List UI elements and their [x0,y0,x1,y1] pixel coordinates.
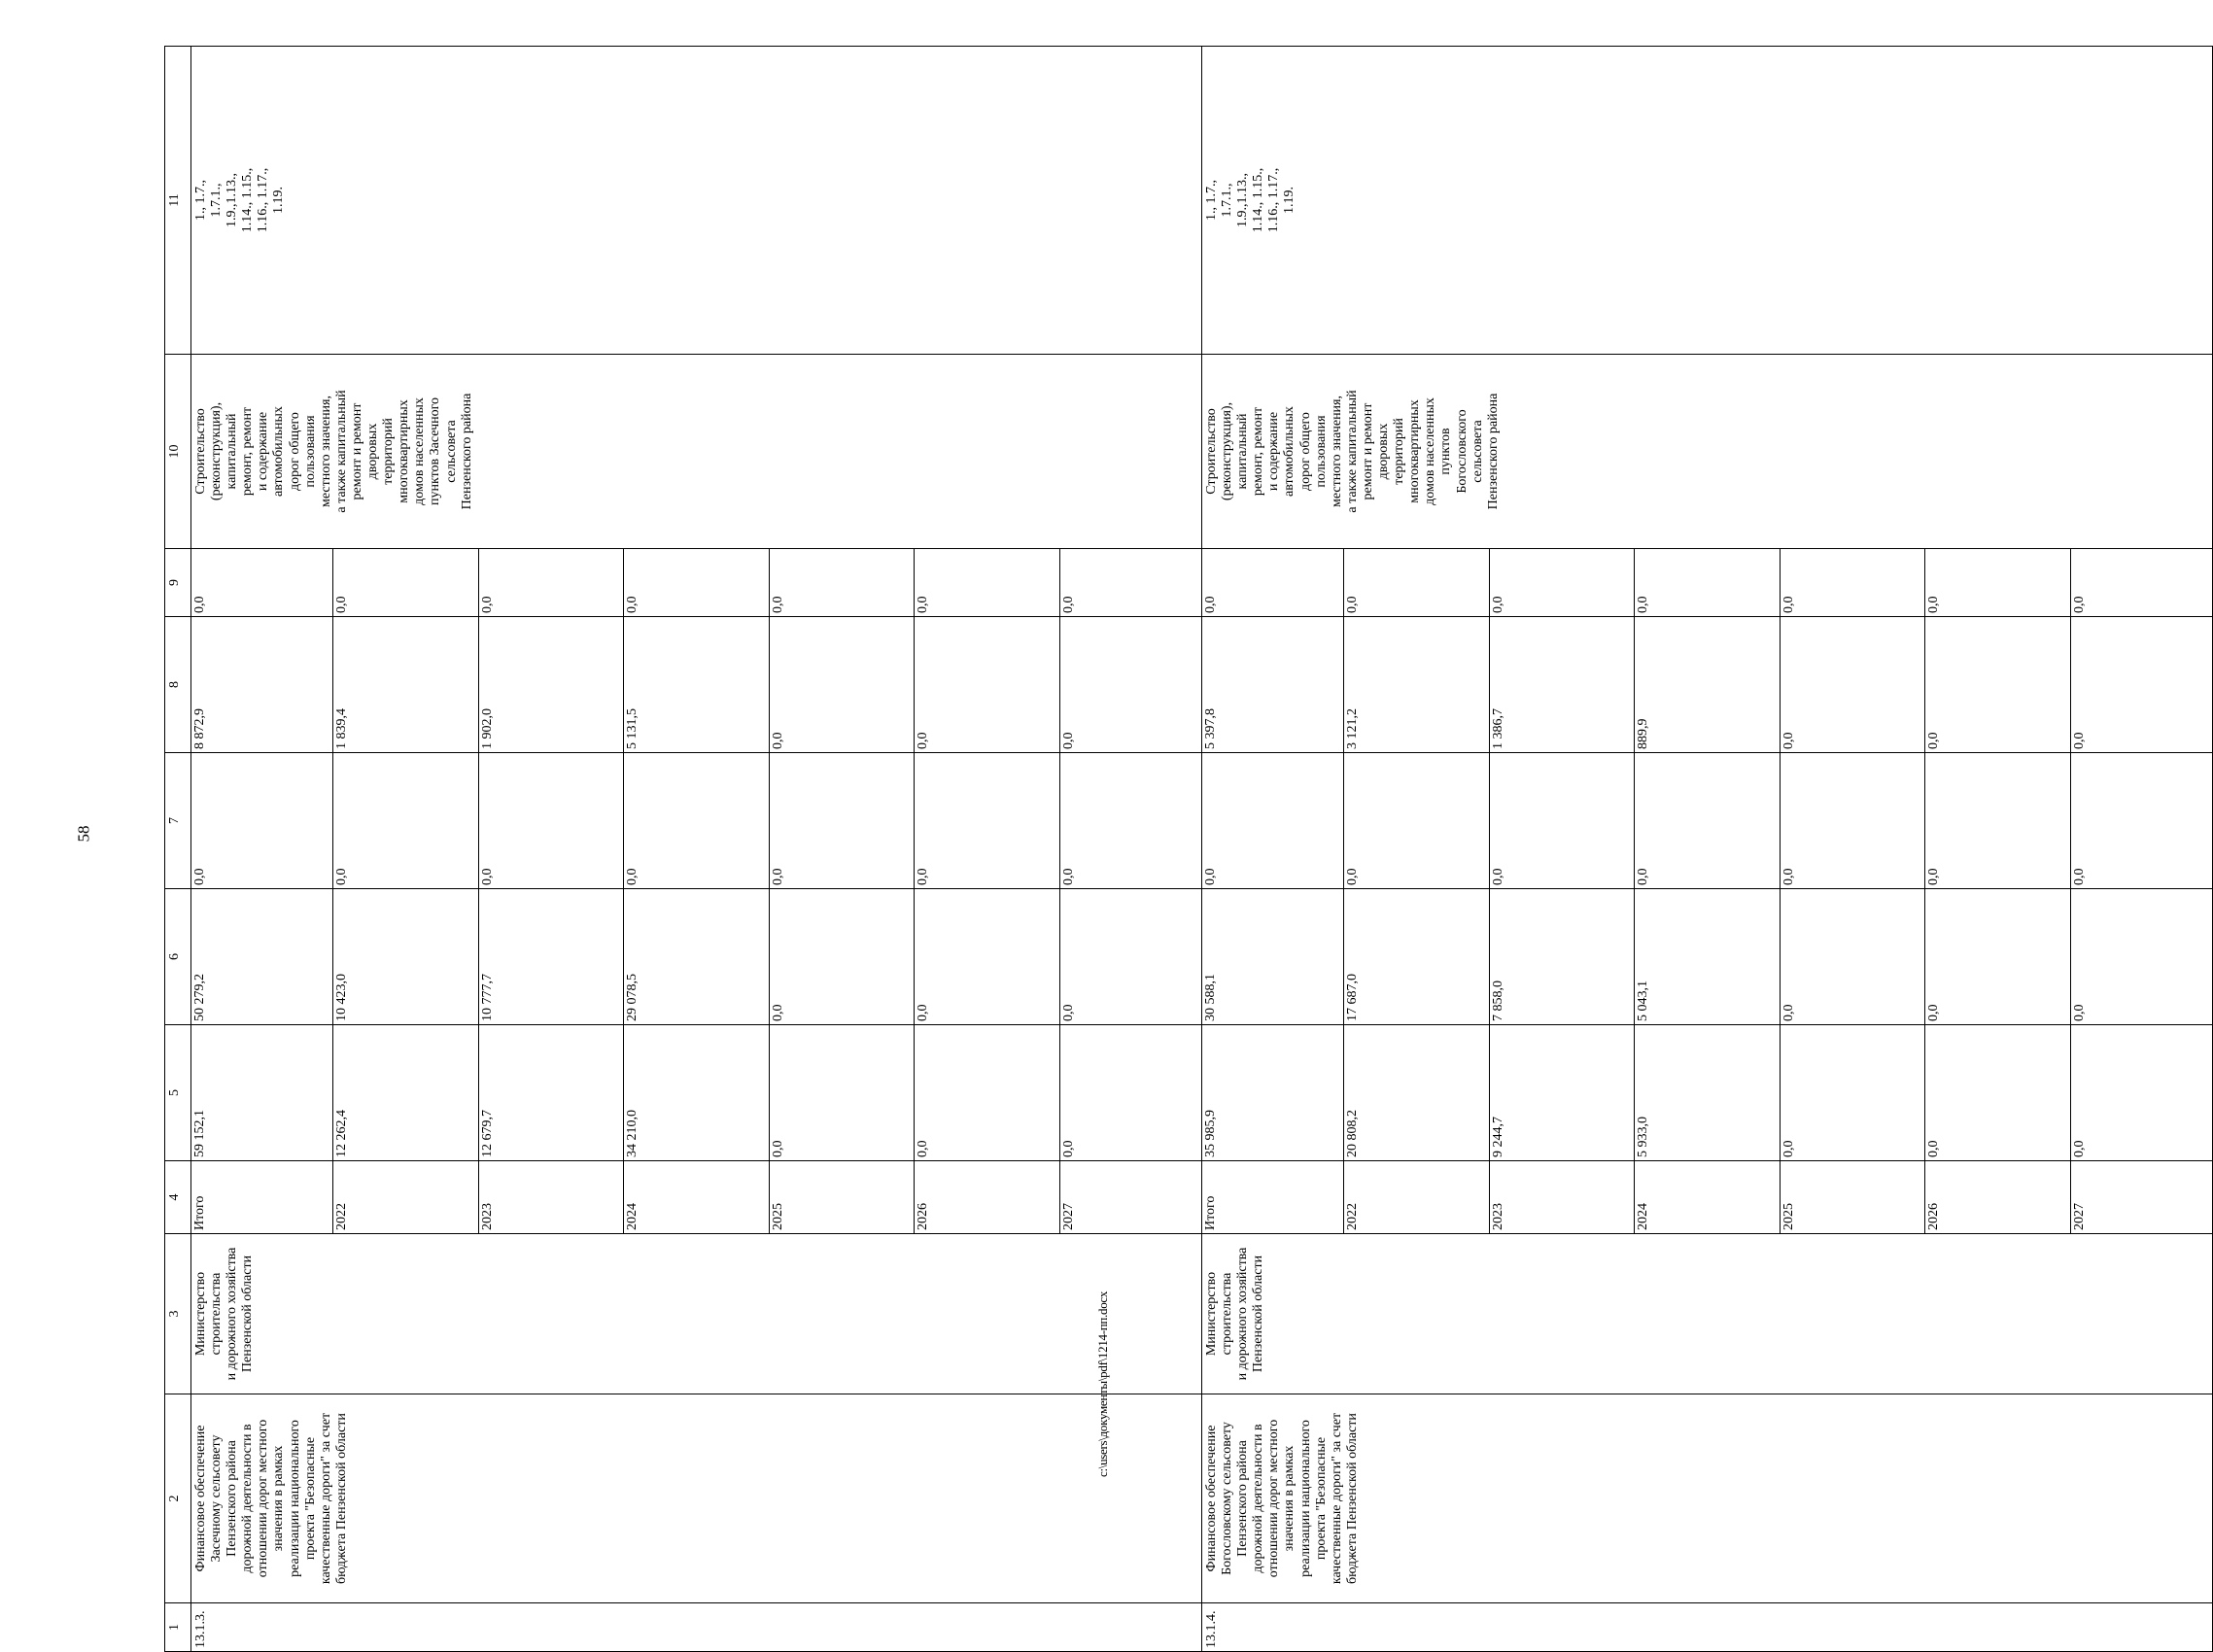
row-number: 13.1.3. [191,1603,1202,1652]
col8-list-value: 0,0 [1780,617,1924,752]
col5-list [191,1025,1202,1161]
col5-list-value: 0,0 [1780,1025,1924,1160]
col6-list-value: 17 687,0 [1344,889,1489,1024]
col6-list-value: 10 423,0 [333,889,478,1024]
col6-list-value: 10 777,7 [478,889,623,1024]
col8-list-value: 0,0 [1925,617,2070,752]
col5-list-value: 35 985,9 [1202,1025,1344,1160]
purpose-text: Строительство (реконструкция), капитальный ремонт, ремонт и содержание автомобильных дорог общего пользования местного значения, а также капитальный ремонт и ремонт дворовых территорий многоквартирных домов населенных пунктов Богословского сельсовета Пензенского района [1202,355,2213,549]
col8-list-value: 5 131,5 [624,617,769,752]
column-header-10: 10 [165,355,191,549]
years-list-value: 2026 [1925,1161,2070,1233]
col6-list-value: 30 588,1 [1202,889,1344,1024]
col8-list-value: 1 839,4 [333,617,478,752]
col8-list [191,617,1202,753]
col9-list-value: 0,0 [624,549,769,616]
col7-list-value: 0,0 [333,753,478,888]
years-list-value: Итого [191,1161,333,1233]
col5-list-value: 0,0 [1060,1140,1076,1157]
years-list-value: 2023 [1489,1161,1634,1233]
column-header-8: 8 [165,617,191,753]
column-header-7: 7 [165,753,191,889]
col9-list-value: 0,0 [191,549,333,616]
col6-list-value: 7 858,0 [1489,889,1634,1024]
col6-list-value: 0,0 [1780,889,1924,1024]
column-header-4: 4 [165,1161,191,1234]
years-list-value: 2027 [1060,1203,1076,1230]
col6-list-value: 5 043,1 [1635,889,1780,1024]
col7-list-value: 0,0 [624,753,769,888]
col9-list-value: 0,0 [1202,549,1344,616]
col6-list [1202,889,2213,1025]
col7-list [1202,753,2213,889]
col9-list-value: 0,0 [1060,596,1076,613]
column-header-9: 9 [165,549,191,617]
col7-list-value: 0,0 [1635,753,1780,888]
col5-list-value: 0,0 [1925,1025,2070,1160]
indicators-text: 1., 1.7., 1.7.1., 1.9.,1.13., 1.14., 1.15., 1.16., 1.17., 1.19. [191,47,1202,355]
col8-list-value: 0,0 [915,617,1059,752]
executor: Министерство строительства и дорожного хозяйства Пензенской области [191,1234,1202,1394]
purpose-text: Строительство (реконструкция), капитальный ремонт, ремонт и содержание автомобильных дорог общего пользования местного значения, а также капитальный ремонт и ремонт дворовых территорий многоквартирных домов населенных пунктов Засечного сельсовета Пензенского района [191,355,1202,549]
col9-list-value: 0,0 [1925,549,2070,616]
program-table [164,46,2213,1652]
column-header-11: 11 [165,47,191,355]
col9-list [191,549,1202,617]
col5-list-value: 20 808,2 [1344,1025,1489,1160]
column-header-2: 2 [165,1394,191,1603]
col8-list-value: 0,0 [2071,732,2087,749]
column-header-1: 1 [165,1603,191,1652]
col5-list-value: 0,0 [2071,1140,2087,1157]
col8-list [1202,617,2213,753]
header-row [165,47,191,1652]
years-list-value: 2023 [478,1161,623,1233]
footer-file-path: c:\users\документы\pdf\1214-пп.docx [1095,1291,1110,1477]
column-header-3: 3 [165,1234,191,1394]
col9-list [1202,549,2213,617]
col7-list-value: 0,0 [1060,868,1076,885]
col5-list-value: 34 210,0 [624,1025,769,1160]
col5-list-value: 0,0 [769,1025,914,1160]
col6-list-value: 50 279,2 [191,889,333,1024]
col9-list-value: 0,0 [478,549,623,616]
years-list [191,1161,1202,1234]
col9-list-value: 0,0 [2071,596,2087,613]
col7-list-value: 0,0 [191,753,333,888]
years-list-value: 2026 [915,1161,1059,1233]
col8-list-value: 0,0 [1060,732,1076,749]
col5-list-value: 9 244,7 [1489,1025,1634,1160]
col7-list-value: 0,0 [1925,753,2070,888]
col6-list-value: 0,0 [2071,1004,2087,1021]
col6-list-value: 0,0 [915,889,1059,1024]
col8-list-value: 889,9 [1635,617,1780,752]
years-list-value: 2025 [1780,1161,1924,1233]
years-list-value: 2024 [1635,1161,1780,1233]
col9-list-value: 0,0 [1780,549,1924,616]
col8-list-value: 5 397,8 [1202,617,1344,752]
col8-list-value: 3 121,2 [1344,617,1489,752]
years-list-value: 2022 [1344,1161,1489,1233]
years-list-value: Итого [1202,1161,1344,1233]
column-header-5: 5 [165,1025,191,1161]
table-row [1202,47,2213,1652]
col5-list-value: 12 679,7 [478,1025,623,1160]
col9-list-value: 0,0 [1344,549,1489,616]
col5-list-value: 59 152,1 [191,1025,333,1160]
years-list-value: 2024 [624,1161,769,1233]
row-number: 13.1.4. [1202,1603,2213,1652]
col5-list-value: 0,0 [915,1025,1059,1160]
col7-list-value: 0,0 [1489,753,1634,888]
years-list-value: 2022 [333,1161,478,1233]
col6-list-value: 0,0 [1060,1004,1076,1021]
table-row [191,47,1202,1652]
col5-list-value: 12 262,4 [333,1025,478,1160]
col6-list-value: 0,0 [769,889,914,1024]
years-list-value: 2025 [769,1161,914,1233]
executor: Министерство строительства и дорожного хозяйства Пензенской области [1202,1234,2213,1394]
measure-name: Финансовое обеспечение Богословскому сельсовету Пензенского района дорожной деятельности в отношении дорог местного значения в рамках реализации национального проекта "Безопасные качественные дороги" за счет бюджета Пензенской области [1202,1394,2213,1603]
col8-list-value: 8 872,9 [191,617,333,752]
col7-list-value: 0,0 [1202,753,1344,888]
col5-list [1202,1025,2213,1161]
col6-list [191,889,1202,1025]
indicators-text: 1., 1.7., 1.7.1., 1.9.,1.13., 1.14., 1.15., 1.16., 1.17., 1.19. [1202,47,2213,355]
years-list-value: 2027 [2071,1203,2087,1230]
col9-list-value: 0,0 [1635,549,1780,616]
col9-list-value: 0,0 [1489,549,1634,616]
col7-list [191,753,1202,889]
col8-list-value: 1 902,0 [478,617,623,752]
col7-list-value: 0,0 [2071,868,2087,885]
col8-list-value: 0,0 [769,617,914,752]
col9-list-value: 0,0 [333,549,478,616]
col7-list-value: 0,0 [478,753,623,888]
rotated-table-wrapper [164,47,2087,1652]
col7-list-value: 0,0 [769,753,914,888]
col6-list-value: 29 078,5 [624,889,769,1024]
col7-list-value: 0,0 [1344,753,1489,888]
col5-list-value: 5 933,0 [1635,1025,1780,1160]
years-list [1202,1161,2213,1234]
col7-list-value: 0,0 [1780,753,1924,888]
col9-list-value: 0,0 [915,549,1059,616]
col8-list-value: 1 386,7 [1489,617,1634,752]
page-number: 58 [74,825,93,843]
col6-list-value: 0,0 [1925,889,2070,1024]
col9-list-value: 0,0 [769,549,914,616]
column-header-6: 6 [165,889,191,1025]
col7-list-value: 0,0 [915,753,1059,888]
measure-name: Финансовое обеспечение Засечному сельсовету Пензенского района дорожной деятельности в отношении дорог местного значения в рамках реализации национального проекта "Безопасные качественные дороги" за счет бюджета Пензенской области [191,1394,1202,1603]
